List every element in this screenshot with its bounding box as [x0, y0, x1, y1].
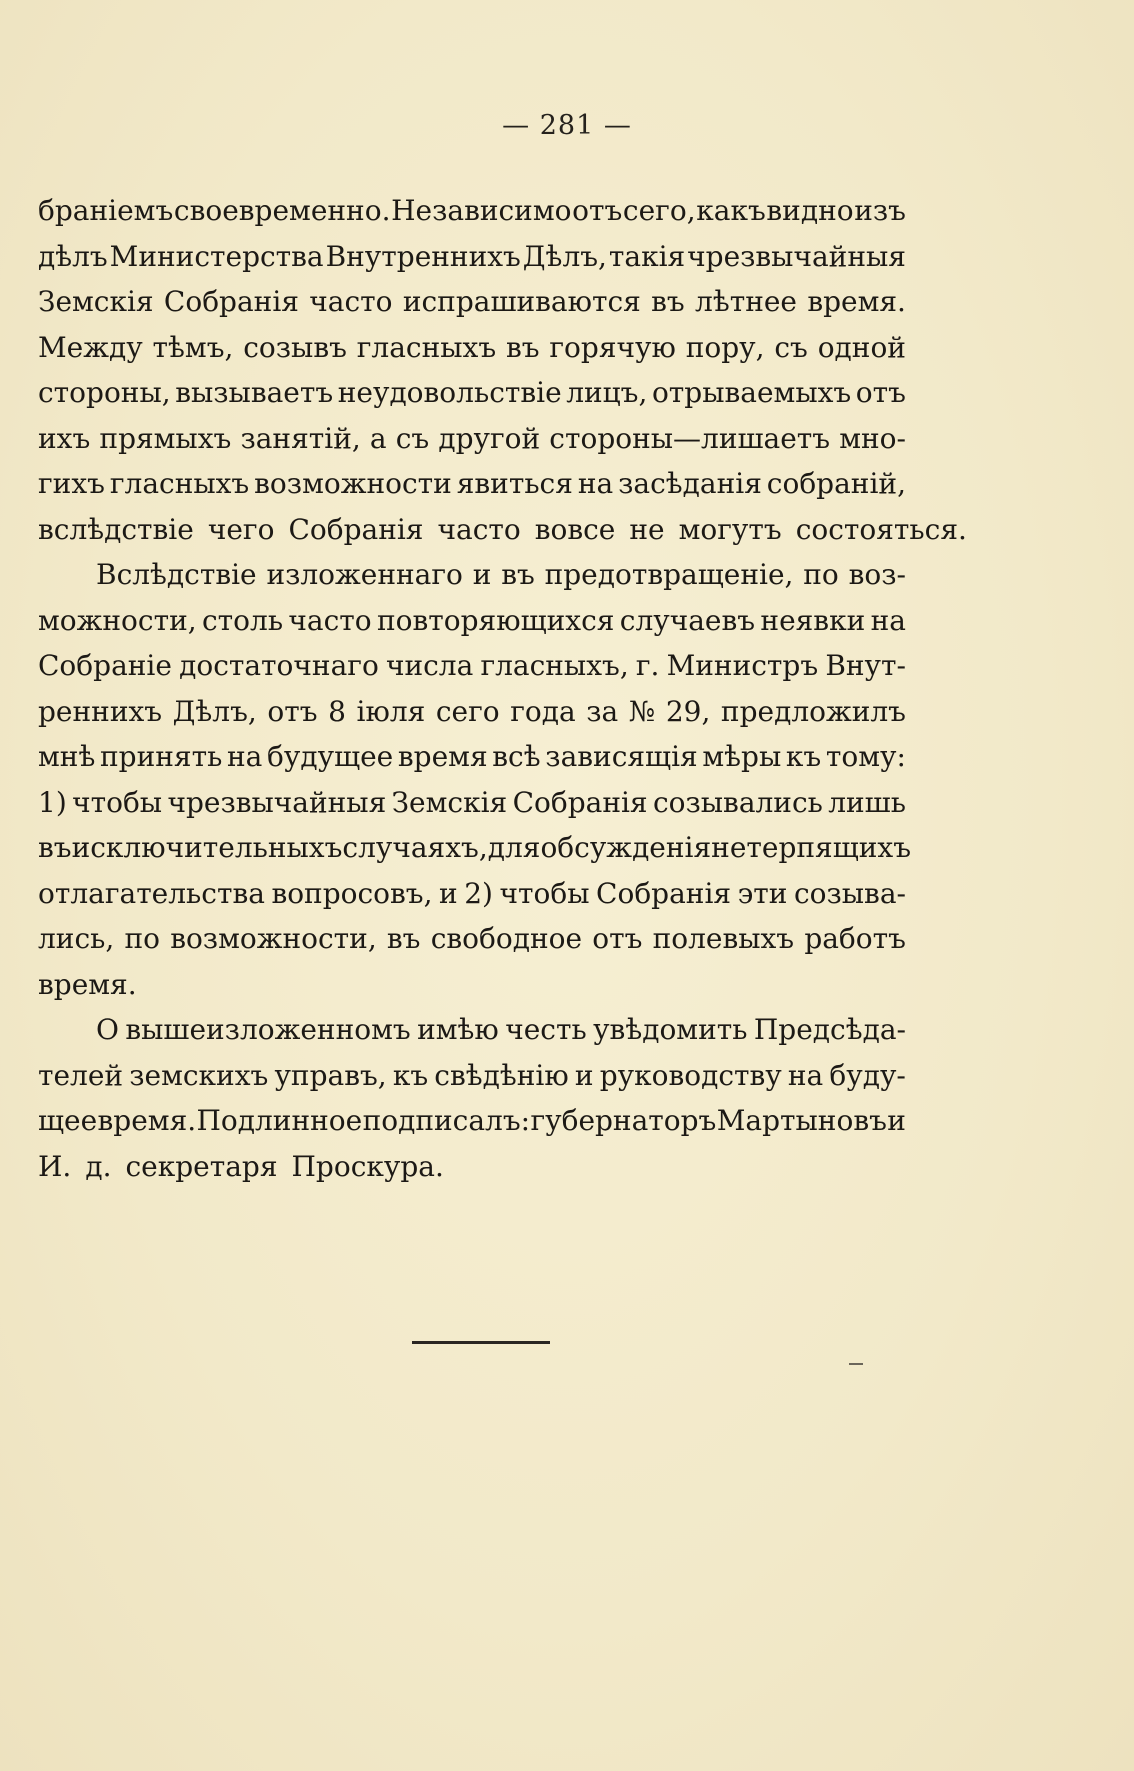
word: сего	[435, 694, 500, 728]
word: чтобы	[72, 785, 163, 819]
word: Дѣлъ,	[522, 239, 607, 273]
word: возможности,	[170, 922, 377, 955]
word: часто	[309, 285, 393, 318]
word: Подлинное	[196, 1104, 363, 1137]
word: состояться.	[795, 512, 967, 546]
word: отъ	[592, 922, 643, 955]
word: стороны,	[38, 376, 171, 409]
word: Земскія	[38, 285, 154, 318]
paragraph	[38, 1007, 906, 1189]
word: подписалъ:	[362, 1104, 531, 1137]
word: года	[510, 694, 576, 728]
word: отъ	[572, 194, 623, 227]
word: сего,	[622, 194, 696, 227]
text-line	[38, 871, 906, 917]
word: возможности	[254, 467, 452, 500]
word: предотвращеніе,	[544, 558, 794, 591]
word: щее	[38, 1104, 98, 1137]
word: эти	[737, 876, 788, 910]
word: другой	[438, 421, 541, 455]
word: мнѣ	[38, 740, 96, 773]
word: И.	[38, 1149, 72, 1183]
word: видно	[766, 194, 854, 227]
word: Земскія	[391, 785, 508, 819]
word: созывались	[652, 785, 823, 819]
word: могутъ	[678, 512, 782, 546]
text-line	[38, 279, 906, 325]
word: будущее	[267, 740, 394, 773]
word: отъ	[855, 376, 906, 409]
word: не	[629, 512, 665, 546]
word: губернаторъ	[530, 1104, 717, 1137]
paragraph	[38, 552, 912, 1007]
word: дѣлъ	[38, 239, 108, 273]
word: полевыхъ	[652, 922, 795, 955]
word: ихъ	[38, 421, 91, 455]
word: управъ,	[274, 1058, 387, 1092]
word: гласныхъ	[109, 467, 250, 500]
word: отъ	[267, 694, 318, 728]
word: съ	[774, 330, 808, 364]
word: неявки	[760, 603, 866, 637]
word: повторяющихся	[376, 603, 615, 637]
word: для	[487, 831, 541, 864]
word: мѣры	[702, 740, 782, 773]
word: исключительныхъ	[71, 831, 343, 864]
word: часто	[437, 512, 521, 546]
word: лись,	[38, 922, 115, 955]
word: а	[369, 421, 387, 455]
word: Собранія	[596, 876, 732, 910]
word: и	[574, 1058, 594, 1092]
word: лѣтнее	[695, 285, 797, 318]
word: въ	[386, 922, 421, 955]
word: можности,	[38, 603, 197, 637]
word: Мартыновъ	[716, 1104, 887, 1137]
word: О	[96, 1013, 119, 1046]
word: испрашиваются	[402, 285, 641, 318]
word: земскихъ	[129, 1058, 269, 1092]
text-line	[38, 780, 906, 826]
word: Собранія	[163, 285, 299, 318]
word: и	[439, 876, 458, 910]
word: гихъ	[38, 467, 105, 500]
word: Собранія	[288, 512, 424, 546]
word: въ	[501, 558, 535, 591]
word: пору,	[685, 330, 765, 364]
text-line	[38, 1053, 906, 1099]
body-text	[38, 188, 967, 1189]
text-line	[38, 552, 906, 598]
word: г.	[635, 649, 660, 682]
text-line	[38, 689, 906, 735]
word: чтобы	[499, 876, 590, 910]
word: изъ	[854, 194, 906, 227]
word: лишь	[828, 785, 906, 819]
word: явиться	[456, 467, 573, 500]
word: работъ	[804, 922, 906, 955]
word: отлагательства	[38, 876, 265, 910]
word: секретаря	[125, 1149, 278, 1183]
word: д.	[85, 1149, 112, 1183]
word: прямыхъ	[99, 421, 232, 455]
word: засѣданія	[618, 467, 762, 500]
word: на	[787, 1058, 824, 1092]
word: Собраніе	[38, 649, 172, 682]
word: тому:	[825, 740, 906, 773]
word: 8	[328, 694, 346, 728]
word: одной	[817, 330, 906, 364]
text-line	[38, 1007, 906, 1053]
word: къ	[785, 740, 822, 773]
text-line	[38, 188, 906, 234]
word: Министерства	[109, 239, 324, 273]
word: обсужденія	[540, 831, 712, 864]
word: нетерпящихъ	[711, 831, 912, 864]
word: чего	[207, 512, 275, 546]
margin-mark	[849, 1363, 863, 1365]
word: мно-	[839, 421, 906, 455]
text-line	[38, 1098, 906, 1144]
word: числа	[385, 649, 474, 682]
paragraph	[38, 188, 967, 552]
word: чрезвычайныя	[687, 239, 906, 273]
word: часто	[288, 603, 372, 637]
word: вышеизложенномъ	[125, 1013, 411, 1046]
word: горячую	[549, 330, 676, 364]
word: какъ	[696, 194, 766, 227]
word: созывъ	[243, 330, 347, 364]
word: Предсѣда-	[753, 1013, 906, 1046]
word: 2)	[464, 876, 493, 910]
text-line	[38, 507, 967, 553]
word: собраній,	[766, 467, 906, 500]
text-line	[38, 825, 912, 871]
word: свѣдѣнію	[434, 1058, 569, 1092]
word: вызываетъ	[175, 376, 334, 409]
text-line	[38, 1144, 906, 1190]
word: имѣю	[417, 1013, 499, 1046]
word: руководству	[599, 1058, 782, 1092]
word: браніемъ	[38, 194, 174, 227]
word: свободное	[430, 922, 583, 955]
word: занятій,	[240, 421, 361, 455]
word: гласныхъ	[356, 330, 497, 364]
word: гласныхъ,	[480, 649, 629, 682]
word: телей	[38, 1058, 124, 1092]
word: съ	[395, 421, 430, 455]
word: 1)	[38, 785, 67, 819]
word: созыва-	[793, 876, 906, 910]
word: чрезвычайныя	[167, 785, 387, 819]
word: въ	[505, 330, 540, 364]
word: Независимо	[391, 194, 572, 227]
word: увѣдомить	[593, 1013, 748, 1046]
text-line	[38, 234, 906, 280]
text-line	[38, 461, 906, 507]
word: къ	[392, 1058, 429, 1092]
word: реннихъ	[38, 694, 163, 728]
text-line	[38, 962, 906, 1008]
word: случаевъ	[619, 603, 756, 637]
word: буду-	[829, 1058, 906, 1092]
text-line	[38, 916, 906, 962]
word: столь	[202, 603, 284, 637]
word: Собранія	[512, 785, 648, 819]
word: вопросовъ,	[271, 876, 433, 910]
word: Дѣлъ,	[172, 694, 257, 728]
word: всѣ	[492, 740, 541, 773]
word: по	[124, 922, 160, 955]
word: время.	[97, 1104, 197, 1137]
word: на	[870, 603, 906, 637]
word: на	[226, 740, 263, 773]
text-line	[38, 643, 906, 689]
word: принять	[100, 740, 223, 773]
word: зависящія	[545, 740, 698, 773]
word: стороны—лишаетъ	[549, 421, 831, 455]
text-line	[38, 734, 906, 780]
word: на	[577, 467, 614, 500]
text-line	[38, 325, 906, 371]
word: №	[628, 694, 656, 728]
word: Вслѣдствіе	[96, 558, 257, 591]
word: Между	[38, 330, 143, 364]
word: время.	[38, 967, 137, 1001]
word: и	[472, 558, 492, 591]
text-line	[38, 416, 906, 462]
word: отрываемыхъ	[651, 376, 852, 409]
word: Министръ	[666, 649, 819, 682]
word: вовсе	[534, 512, 616, 546]
word: тѣмъ,	[152, 330, 234, 364]
word: такія	[608, 239, 686, 273]
word: время.	[807, 285, 906, 318]
word: вслѣдствіе	[38, 512, 194, 546]
text-line	[38, 598, 906, 644]
section-divider	[412, 1341, 550, 1344]
word: достаточнаго	[179, 649, 379, 682]
word: Внут-	[825, 649, 906, 682]
word: и	[887, 1104, 906, 1137]
word: за	[586, 694, 619, 728]
word: время	[397, 740, 488, 773]
word: въ	[651, 285, 685, 318]
word: лицъ,	[566, 376, 648, 409]
word: Проскура.	[291, 1149, 444, 1183]
word: Внутреннихъ	[325, 239, 521, 273]
word: предложилъ	[720, 694, 906, 728]
word: своевременно.	[173, 194, 391, 227]
word: неудовольствіе	[337, 376, 562, 409]
word: въ	[38, 831, 72, 864]
word: воз-	[848, 558, 906, 591]
page-number: — 281 —	[502, 110, 632, 141]
word: честь	[505, 1013, 587, 1046]
text-line	[38, 370, 906, 416]
word: случаяхъ,	[342, 831, 488, 864]
word: іюля	[356, 694, 426, 728]
word: по	[803, 558, 839, 591]
word: изложеннаго	[266, 558, 463, 591]
word: 29,	[665, 694, 711, 728]
